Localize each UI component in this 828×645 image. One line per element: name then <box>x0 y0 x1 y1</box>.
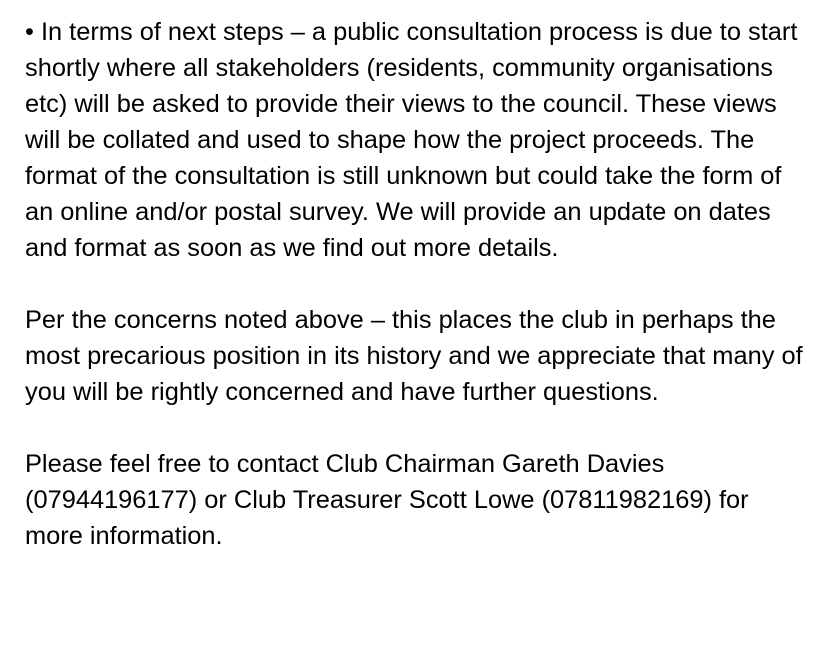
paragraph-contact: Please feel free to contact Club Chairman Gareth Davies (07944196177) or Club Treasurer Scott Lowe (07811982169) for more information. <box>25 450 749 550</box>
paragraph-next-steps: • In terms of next steps – a public consultation process is due to start shortly where all stakeholders (residents, community organisations etc) will be asked to provide their views to the council. These views will be collated and used to shape how the project proceeds. The format of the consultation is still unknown but could take the form of an online and/or postal survey. We will provide an update on dates and format as soon as we find out more details. <box>25 18 798 262</box>
paragraph-concerns: Per the concerns noted above – this places the club in perhaps the most precarious position in its history and we appreciate that many of you will be rightly concerned and have further questions. <box>25 306 803 406</box>
